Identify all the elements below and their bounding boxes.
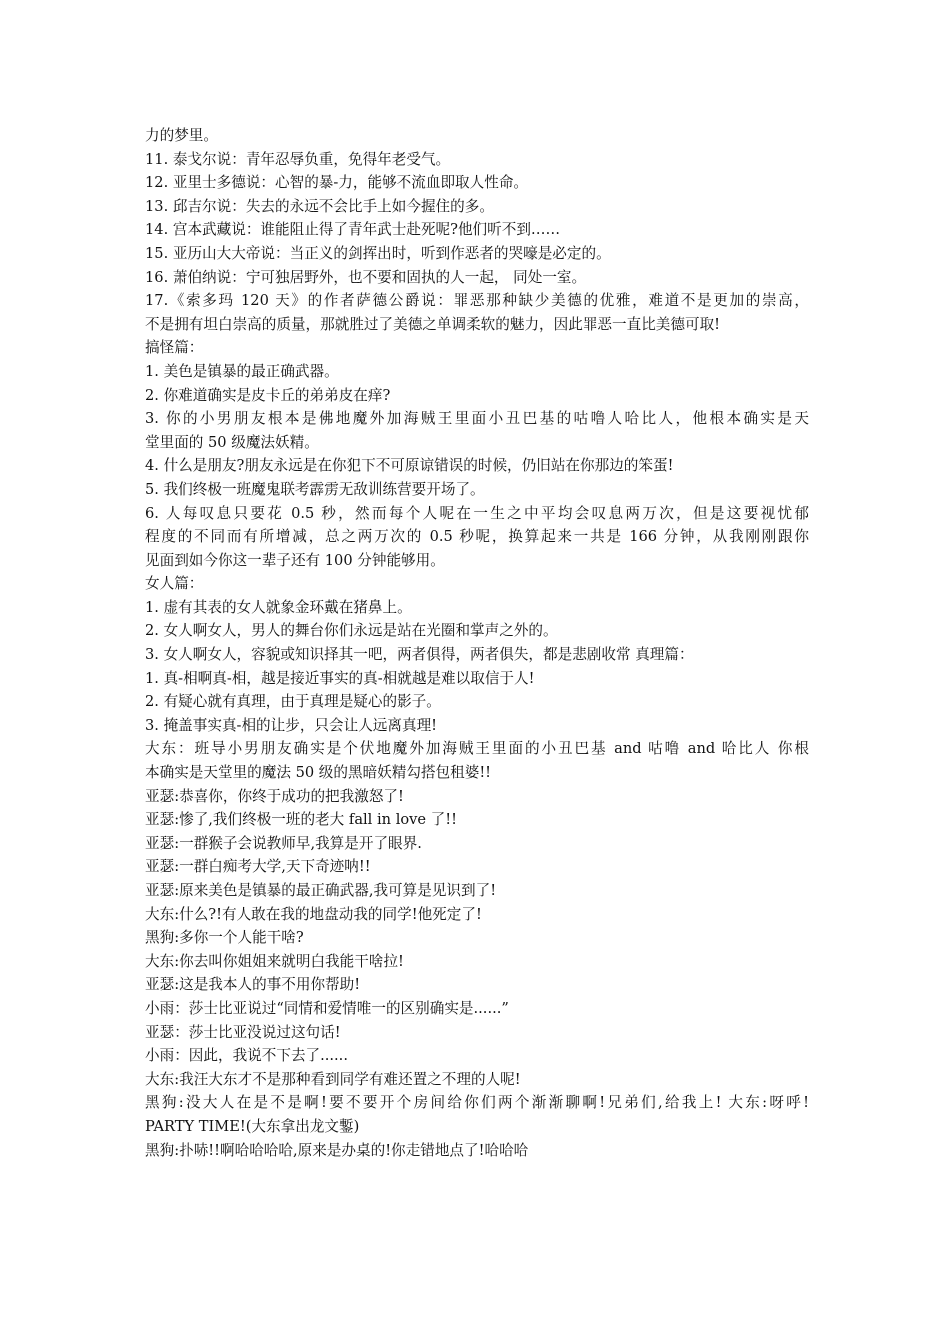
text-line: 2. 女人啊女人，男人的舞台你们永远是站在光圈和掌声之外的。 xyxy=(145,622,558,640)
text-line: 4. 什么是朋友?朋友永远是在你犯下不可原谅错误的时候，仍旧站在你那边的笨蛋! xyxy=(145,457,674,475)
text-line: 3. 你的小男朋友根本是佛地魔外加海贼王里面小丑巴基的咕噜人哈比人，他根本确实是天 xyxy=(145,410,809,428)
text-line: 黑狗:没大人在是不是啊!要不要开个房间给你们两个渐渐聊啊!兄弟们,给我上! 大东:呀呼! xyxy=(145,1094,809,1112)
text-line: 亚瑟:惨了,我们终极一班的老大 fall in love 了!! xyxy=(145,811,457,829)
text-line: 2. 你难道确实是皮卡丘的弟弟皮在痒? xyxy=(145,386,391,404)
text-line: 亚瑟：莎士比亚没说过这句话! xyxy=(145,1023,341,1041)
text-line: 亚瑟:这是我本人的事不用你帮助! xyxy=(145,976,361,994)
text-line: 亚瑟:恭喜你，你终于成功的把我激怒了! xyxy=(145,787,404,805)
text-line: 1. 真-相啊真-相，越是接近事实的真-相就越是难以取信于人! xyxy=(145,669,535,687)
text-line: 11. 泰戈尔说：青年忍辱负重，免得年老受气。 xyxy=(145,150,451,168)
text-line: 17.《索多玛 120 天》的作者萨德公爵说：罪恶那种缺少美德的优雅，难道不是更加的崇高， xyxy=(145,292,809,310)
text-line: 5. 我们终极一班魔鬼联考霹雳无敌训练营要开场了。 xyxy=(145,480,485,498)
text-line: 搞怪篇： xyxy=(145,339,204,357)
text-line: 亚瑟:一群猴子会说教师早,我算是开了眼界. xyxy=(145,834,422,852)
text-line: 3. 女人啊女人，容貌或知识择其一吧，两者俱得，两者俱失，都是悲剧收常 真理篇： xyxy=(145,646,694,664)
text-line: 不是拥有坦白崇高的质量，那就胜过了美德之单调柔软的魅力，因此罪恶一直比美德可取! xyxy=(145,315,721,333)
text-line: 15. 亚历山大大帝说：当正义的剑挥出时，听到作恶者的哭嚎是必定的。 xyxy=(145,244,611,262)
text-line: 黑狗:多你一个人能干啥? xyxy=(145,929,304,947)
text-line: 小雨：因此，我说不下去了...... xyxy=(145,1047,348,1065)
text-line: 黑狗:扑哧!!啊哈哈哈哈,原来是办桌的!你走错地点了!哈哈哈 xyxy=(145,1141,529,1159)
text-line: 大东:你去叫你姐姐来就明白我能干啥拉! xyxy=(145,952,404,970)
text-line: 6. 人每叹息只要花 0.5 秒，然而每个人呢在一生之中平均会叹息两万次，但是这要视忧郁 xyxy=(145,504,809,522)
text-line: 堂里面的 50 级魔法妖精。 xyxy=(145,433,319,451)
text-line: 13. 邱吉尔说：失去的永远不会比手上如今握住的多。 xyxy=(145,197,494,215)
text-line: 亚瑟:原来美色是镇暴的最正确武器,我可算是见识到了! xyxy=(145,882,497,899)
text-line: 女人篇： xyxy=(145,575,204,593)
text-line: 大东:什么?!有人敢在我的地盘动我的同学!他死定了! xyxy=(145,905,482,923)
text-line: 2. 有疑心就有真理，由于真理是疑心的影子。 xyxy=(145,693,441,711)
text-line: 1. 虚有其表的女人就象金环戴在猪鼻上。 xyxy=(145,598,412,616)
text-line: 大东:我汪大东才不是那种看到同学有难还置之不理的人呢! xyxy=(145,1070,521,1088)
text-line: 本确实是天堂里的魔法 50 级的黑暗妖精勾搭包租婆!! xyxy=(145,764,492,782)
text-line: 12. 亚里士多德说：心智的暴-力，能够不流血即取人性命。 xyxy=(145,174,529,192)
text-line: 力的梦里。 xyxy=(145,127,218,144)
text-line: 1. 美色是镇暴的最正确武器。 xyxy=(145,362,339,380)
text-line: 14. 宫本武藏说：谁能阻止得了青年武士赴死呢?他们听不到…… xyxy=(145,221,561,239)
text-line: 小雨：莎士比亚说过“同情和爱情唯一的区别确实是......” xyxy=(145,999,509,1017)
text-line: 3. 掩盖事实真-相的让步，只会让人远离真理! xyxy=(145,716,438,734)
text-line: 大东：班导小男朋友确实是个伏地魔外加海贼王里面的小丑巴基 and 咕噜 and 哈比人 你根 xyxy=(145,740,809,758)
text-line: 程度的不同而有所增减，总之两万次的 0.5 秒呢，换算起来一共是 166 分钟，从我刚刚跟你 xyxy=(145,528,809,546)
document-body xyxy=(145,124,809,1162)
text-line: PARTY TIME!(大东拿出龙文鏨) xyxy=(145,1117,360,1135)
text-line: 见面到如今你这一辈子还有 100 分钟能够用。 xyxy=(145,551,445,569)
text-line: 亚瑟:一群白痴考大学,天下奇迹呐!! xyxy=(145,858,371,876)
text-line: 16. 萧伯纳说：宁可独居野外，也不要和固执的人一起， 同处一室。 xyxy=(145,268,587,286)
